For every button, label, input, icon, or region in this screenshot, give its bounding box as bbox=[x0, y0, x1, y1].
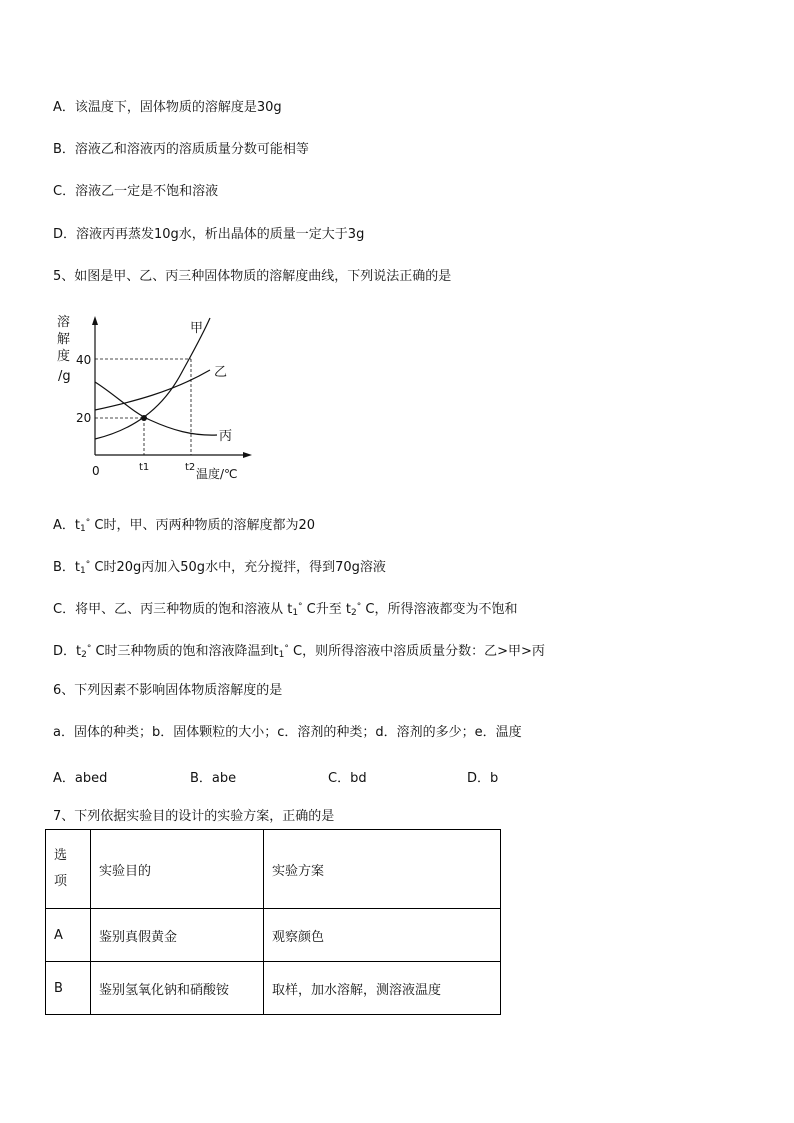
q5-stem: 5、如图是甲、乙、丙三种固体物质的溶解度曲线，下列说法正确的是 bbox=[53, 269, 452, 284]
x-tick-t2: t2 bbox=[185, 462, 196, 473]
y-axis-label-2: 解 bbox=[57, 332, 71, 347]
y-tick-40: 40 bbox=[76, 353, 92, 367]
header-purpose: 实验目的 bbox=[91, 830, 264, 909]
q6-factors: a．固体的种类；b．固体颗粒的大小；c．溶剂的种类；d．溶剂的多少；e．温度 bbox=[53, 725, 522, 740]
table-row bbox=[46, 909, 501, 962]
curve-label-yi: 乙 bbox=[214, 365, 228, 380]
x-axis-arrow bbox=[243, 452, 252, 458]
experiment-table bbox=[45, 829, 501, 1015]
row-option: B bbox=[46, 962, 91, 1015]
header-plan: 实验方案 bbox=[264, 830, 501, 909]
row-plan: 观察颜色 bbox=[264, 909, 501, 962]
curve-label-jia: 甲 bbox=[190, 321, 204, 336]
curve-label-bing: 丙 bbox=[219, 429, 233, 444]
table-header-row bbox=[46, 830, 501, 909]
q5-option-c: C．将甲、乙、丙三种物质的饱和溶液从 $t_1^\circ$ C升至 $t_2^\circ$ C，所得溶液都变为不饱和 bbox=[53, 602, 518, 618]
row-option: A bbox=[46, 909, 91, 962]
y-axis-label-4: /g bbox=[58, 369, 71, 384]
q6-option-d: D．b bbox=[467, 771, 499, 786]
y-axis-label-3: 度 bbox=[57, 349, 71, 364]
q6-option-c: C．bd bbox=[328, 771, 367, 786]
q6-option-a: A．abed bbox=[53, 771, 108, 786]
y-tick-20: 20 bbox=[76, 411, 92, 425]
x-tick-t1: t1 bbox=[139, 462, 150, 473]
q5-option-a: A．$t_1^\circ$ C时，甲、丙两种物质的溶解度都为20 bbox=[53, 518, 315, 534]
intersection-point bbox=[141, 415, 147, 421]
curve-yi bbox=[95, 370, 210, 410]
x-axis-label: 温度/℃ bbox=[196, 467, 238, 481]
row-purpose: 鉴别真假黄金 bbox=[91, 909, 264, 962]
row-plan: 取样，加水溶解，测溶液温度 bbox=[264, 962, 501, 1015]
q5-option-d: D．$t_2^\circ$ C时三种物质的饱和溶液降温到$t_1^\circ$ C，则所得溶液中溶质质量分数：乙>甲>丙 bbox=[53, 644, 545, 660]
q4-option-d: D．溶液丙再蒸发10g水，析出晶体的质量一定大于3g bbox=[53, 227, 365, 242]
header-option: 选 项 bbox=[46, 830, 91, 909]
curve-bing bbox=[95, 382, 217, 435]
q4-option-a: A．该温度下，固体物质的溶解度是30g bbox=[53, 100, 282, 115]
q5-option-b: B．$t_1^\circ$ C时20g丙加入50g水中，充分搅拌，得到70g溶液 bbox=[53, 560, 386, 576]
q4-option-c: C．溶液乙一定是不饱和溶液 bbox=[53, 184, 219, 199]
q6-options bbox=[53, 767, 613, 785]
row-purpose: 鉴别氢氧化钠和硝酸铵 bbox=[91, 962, 264, 1015]
q7-stem: 7、下列依据实验目的设计的实验方案，正确的是 bbox=[53, 809, 335, 824]
y-axis-label-1: 溶 bbox=[57, 315, 71, 330]
solubility-curve-graph bbox=[52, 312, 252, 482]
q6-option-b: B．abe bbox=[190, 771, 237, 786]
q4-option-b: B．溶液乙和溶液丙的溶质质量分数可能相等 bbox=[53, 142, 309, 157]
y-axis-arrow bbox=[92, 316, 98, 325]
table-row bbox=[46, 962, 501, 1015]
origin-label: 0 bbox=[92, 464, 100, 478]
q6-stem: 6、下列因素不影响固体物质溶解度的是 bbox=[53, 683, 283, 698]
